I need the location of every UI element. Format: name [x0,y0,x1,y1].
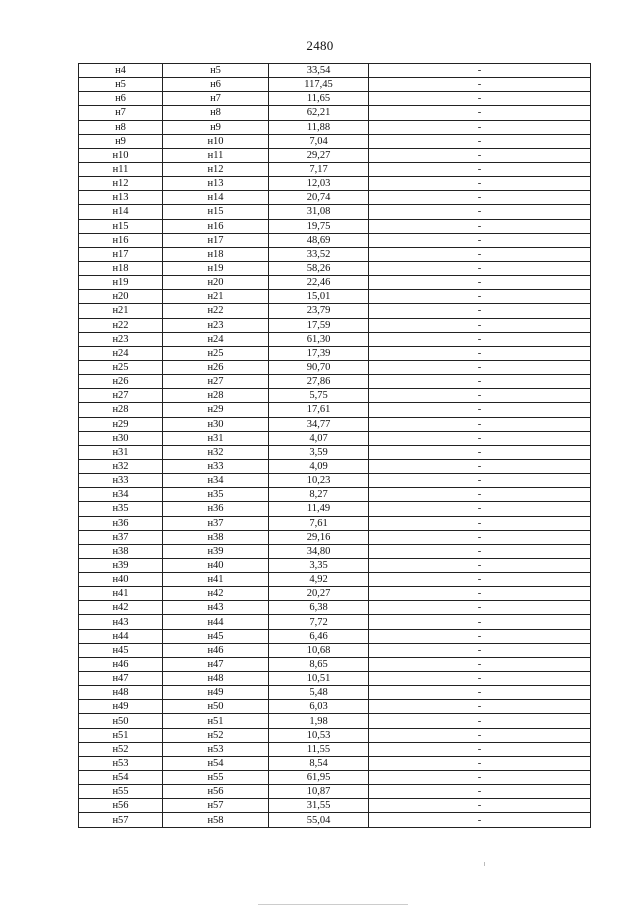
note-cell: - [369,120,591,134]
from-point-cell: н22 [79,318,163,332]
length-cell: 31,08 [269,205,369,219]
note-cell: - [369,474,591,488]
to-point-cell: н25 [163,346,269,360]
note-cell: - [369,629,591,643]
length-cell: 6,03 [269,700,369,714]
note-cell: - [369,162,591,176]
length-cell: 17,61 [269,403,369,417]
from-point-cell: н56 [79,799,163,813]
to-point-cell: н6 [163,78,269,92]
length-cell: 11,65 [269,92,369,106]
to-point-cell: н34 [163,474,269,488]
note-cell: - [369,276,591,290]
length-cell: 10,51 [269,672,369,686]
from-point-cell: н26 [79,375,163,389]
note-cell: - [369,558,591,572]
table-row [79,177,591,191]
table-row [79,261,591,275]
table-row [79,474,591,488]
from-point-cell: н32 [79,459,163,473]
from-point-cell: н55 [79,785,163,799]
page-number: 2480 [306,38,334,53]
length-cell: 10,68 [269,643,369,657]
table-row [79,813,591,827]
from-point-cell: н38 [79,544,163,558]
length-cell: 19,75 [269,219,369,233]
note-cell: - [369,78,591,92]
table-row [79,318,591,332]
from-point-cell: н51 [79,728,163,742]
length-cell: 20,74 [269,191,369,205]
to-point-cell: н37 [163,516,269,530]
note-cell: - [369,332,591,346]
note-cell: - [369,233,591,247]
to-point-cell: н16 [163,219,269,233]
table-row [79,445,591,459]
length-cell: 11,88 [269,120,369,134]
note-cell: - [369,304,591,318]
note-cell: - [369,516,591,530]
length-cell: 10,87 [269,785,369,799]
to-point-cell: н21 [163,290,269,304]
note-cell: - [369,714,591,728]
from-point-cell: н21 [79,304,163,318]
from-point-cell: н8 [79,120,163,134]
note-cell: - [369,290,591,304]
from-point-cell: н44 [79,629,163,643]
length-cell: 29,16 [269,530,369,544]
to-point-cell: н9 [163,120,269,134]
note-cell: - [369,191,591,205]
length-cell: 5,75 [269,389,369,403]
to-point-cell: н32 [163,445,269,459]
length-cell: 8,27 [269,488,369,502]
table-row [79,544,591,558]
from-point-cell: н52 [79,742,163,756]
scan-mark [484,862,485,866]
to-point-cell: н18 [163,247,269,261]
from-point-cell: н5 [79,78,163,92]
table-row [79,64,591,78]
note-cell: - [369,247,591,261]
to-point-cell: н7 [163,92,269,106]
to-point-cell: н31 [163,431,269,445]
from-point-cell: н43 [79,615,163,629]
table-row [79,643,591,657]
to-point-cell: н11 [163,148,269,162]
length-cell: 22,46 [269,276,369,290]
note-cell: - [369,785,591,799]
from-point-cell: н42 [79,601,163,615]
to-point-cell: н24 [163,332,269,346]
note-cell: - [369,417,591,431]
to-point-cell: н39 [163,544,269,558]
table-row [79,162,591,176]
table-row [79,148,591,162]
note-cell: - [369,530,591,544]
to-point-cell: н50 [163,700,269,714]
table-row [79,78,591,92]
to-point-cell: н49 [163,686,269,700]
table-row [79,756,591,770]
note-cell: - [369,219,591,233]
from-point-cell: н7 [79,106,163,120]
length-cell: 33,52 [269,247,369,261]
table-row [79,389,591,403]
from-point-cell: н15 [79,219,163,233]
from-point-cell: н19 [79,276,163,290]
length-cell: 55,04 [269,813,369,827]
note-cell: - [369,672,591,686]
table-row [79,106,591,120]
table-row [79,403,591,417]
note-cell: - [369,643,591,657]
from-point-cell: н31 [79,445,163,459]
from-point-cell: н10 [79,148,163,162]
from-point-cell: н36 [79,516,163,530]
table-body [79,64,591,828]
table-row [79,120,591,134]
to-point-cell: н29 [163,403,269,417]
to-point-cell: н10 [163,134,269,148]
table-row [79,304,591,318]
length-cell: 33,54 [269,64,369,78]
length-cell: 58,26 [269,261,369,275]
length-cell: 11,49 [269,502,369,516]
table-row [79,233,591,247]
to-point-cell: н41 [163,573,269,587]
note-cell: - [369,445,591,459]
to-point-cell: н13 [163,177,269,191]
length-cell: 90,70 [269,360,369,374]
to-point-cell: н38 [163,530,269,544]
note-cell: - [369,728,591,742]
table-row [79,431,591,445]
note-cell: - [369,700,591,714]
table-row [79,771,591,785]
note-cell: - [369,488,591,502]
from-point-cell: н25 [79,360,163,374]
table-row [79,601,591,615]
table-row [79,290,591,304]
length-cell: 8,54 [269,756,369,770]
table-row [79,615,591,629]
note-cell: - [369,177,591,191]
to-point-cell: н15 [163,205,269,219]
length-cell: 20,27 [269,587,369,601]
from-point-cell: н16 [79,233,163,247]
to-point-cell: н40 [163,558,269,572]
note-cell: - [369,148,591,162]
note-cell: - [369,799,591,813]
from-point-cell: н33 [79,474,163,488]
note-cell: - [369,106,591,120]
to-point-cell: н47 [163,657,269,671]
to-point-cell: н51 [163,714,269,728]
from-point-cell: н54 [79,771,163,785]
note-cell: - [369,64,591,78]
from-point-cell: н17 [79,247,163,261]
table-row [79,191,591,205]
from-point-cell: н11 [79,162,163,176]
length-cell: 7,17 [269,162,369,176]
boundary-segments-table [78,63,591,828]
note-cell: - [369,261,591,275]
from-point-cell: н45 [79,643,163,657]
length-cell: 7,04 [269,134,369,148]
table-row [79,785,591,799]
table-row [79,205,591,219]
length-cell: 4,07 [269,431,369,445]
note-cell: - [369,431,591,445]
table-row [79,459,591,473]
to-point-cell: н17 [163,233,269,247]
to-point-cell: н36 [163,502,269,516]
from-point-cell: н4 [79,64,163,78]
from-point-cell: н40 [79,573,163,587]
length-cell: 10,23 [269,474,369,488]
to-point-cell: н8 [163,106,269,120]
note-cell: - [369,756,591,770]
note-cell: - [369,375,591,389]
from-point-cell: н13 [79,191,163,205]
to-point-cell: н44 [163,615,269,629]
from-point-cell: н34 [79,488,163,502]
length-cell: 61,95 [269,771,369,785]
table-row [79,728,591,742]
from-point-cell: н41 [79,587,163,601]
length-cell: 117,45 [269,78,369,92]
from-point-cell: н35 [79,502,163,516]
table-row [79,558,591,572]
table-row [79,332,591,346]
from-point-cell: н9 [79,134,163,148]
note-cell: - [369,360,591,374]
note-cell: - [369,502,591,516]
to-point-cell: н19 [163,261,269,275]
note-cell: - [369,318,591,332]
table-row [79,686,591,700]
table-row [79,629,591,643]
note-cell: - [369,686,591,700]
to-point-cell: н22 [163,304,269,318]
from-point-cell: н30 [79,431,163,445]
table-row [79,530,591,544]
note-cell: - [369,403,591,417]
table-row [79,516,591,530]
length-cell: 17,59 [269,318,369,332]
table-row [79,587,591,601]
length-cell: 7,72 [269,615,369,629]
to-point-cell: н56 [163,785,269,799]
from-point-cell: н39 [79,558,163,572]
from-point-cell: н37 [79,530,163,544]
from-point-cell: н29 [79,417,163,431]
from-point-cell: н27 [79,389,163,403]
from-point-cell: н20 [79,290,163,304]
note-cell: - [369,813,591,827]
table-row [79,219,591,233]
length-cell: 34,80 [269,544,369,558]
length-cell: 6,46 [269,629,369,643]
length-cell: 17,39 [269,346,369,360]
length-cell: 4,92 [269,573,369,587]
to-point-cell: н58 [163,813,269,827]
note-cell: - [369,573,591,587]
to-point-cell: н43 [163,601,269,615]
table-row [79,573,591,587]
length-cell: 4,09 [269,459,369,473]
to-point-cell: н33 [163,459,269,473]
note-cell: - [369,544,591,558]
length-cell: 23,79 [269,304,369,318]
to-point-cell: н57 [163,799,269,813]
table-row [79,92,591,106]
length-cell: 12,03 [269,177,369,191]
from-point-cell: н49 [79,700,163,714]
note-cell: - [369,771,591,785]
length-cell: 34,77 [269,417,369,431]
table-row [79,417,591,431]
from-point-cell: н23 [79,332,163,346]
to-point-cell: н35 [163,488,269,502]
table-row [79,700,591,714]
table-row [79,799,591,813]
table-row [79,360,591,374]
table-row [79,488,591,502]
length-cell: 8,65 [269,657,369,671]
table-row [79,672,591,686]
table-row [79,247,591,261]
to-point-cell: н28 [163,389,269,403]
note-cell: - [369,346,591,360]
length-cell: 10,53 [269,728,369,742]
length-cell: 27,86 [269,375,369,389]
table-row [79,276,591,290]
table-row [79,502,591,516]
table-row [79,657,591,671]
from-point-cell: н50 [79,714,163,728]
length-cell: 3,35 [269,558,369,572]
note-cell: - [369,615,591,629]
length-cell: 48,69 [269,233,369,247]
length-cell: 61,30 [269,332,369,346]
table-row [79,742,591,756]
note-cell: - [369,205,591,219]
to-point-cell: н52 [163,728,269,742]
to-point-cell: н54 [163,756,269,770]
to-point-cell: н42 [163,587,269,601]
note-cell: - [369,134,591,148]
length-cell: 11,55 [269,742,369,756]
from-point-cell: н53 [79,756,163,770]
table-row [79,134,591,148]
note-cell: - [369,389,591,403]
from-point-cell: н28 [79,403,163,417]
to-point-cell: н55 [163,771,269,785]
to-point-cell: н23 [163,318,269,332]
length-cell: 29,27 [269,148,369,162]
length-cell: 7,61 [269,516,369,530]
note-cell: - [369,92,591,106]
length-cell: 15,01 [269,290,369,304]
from-point-cell: н57 [79,813,163,827]
note-cell: - [369,587,591,601]
note-cell: - [369,742,591,756]
from-point-cell: н48 [79,686,163,700]
table-row [79,346,591,360]
note-cell: - [369,657,591,671]
length-cell: 6,38 [269,601,369,615]
from-point-cell: н12 [79,177,163,191]
to-point-cell: н46 [163,643,269,657]
from-point-cell: н14 [79,205,163,219]
from-point-cell: н24 [79,346,163,360]
to-point-cell: н48 [163,672,269,686]
to-point-cell: н5 [163,64,269,78]
length-cell: 5,48 [269,686,369,700]
note-cell: - [369,459,591,473]
from-point-cell: н46 [79,657,163,671]
to-point-cell: н26 [163,360,269,374]
from-point-cell: н6 [79,92,163,106]
length-cell: 31,55 [269,799,369,813]
to-point-cell: н20 [163,276,269,290]
from-point-cell: н18 [79,261,163,275]
length-cell: 1,98 [269,714,369,728]
to-point-cell: н27 [163,375,269,389]
table-row [79,714,591,728]
length-cell: 62,21 [269,106,369,120]
table-row [79,375,591,389]
to-point-cell: н14 [163,191,269,205]
to-point-cell: н45 [163,629,269,643]
length-cell: 3,59 [269,445,369,459]
to-point-cell: н30 [163,417,269,431]
to-point-cell: н53 [163,742,269,756]
to-point-cell: н12 [163,162,269,176]
from-point-cell: н47 [79,672,163,686]
note-cell: - [369,601,591,615]
